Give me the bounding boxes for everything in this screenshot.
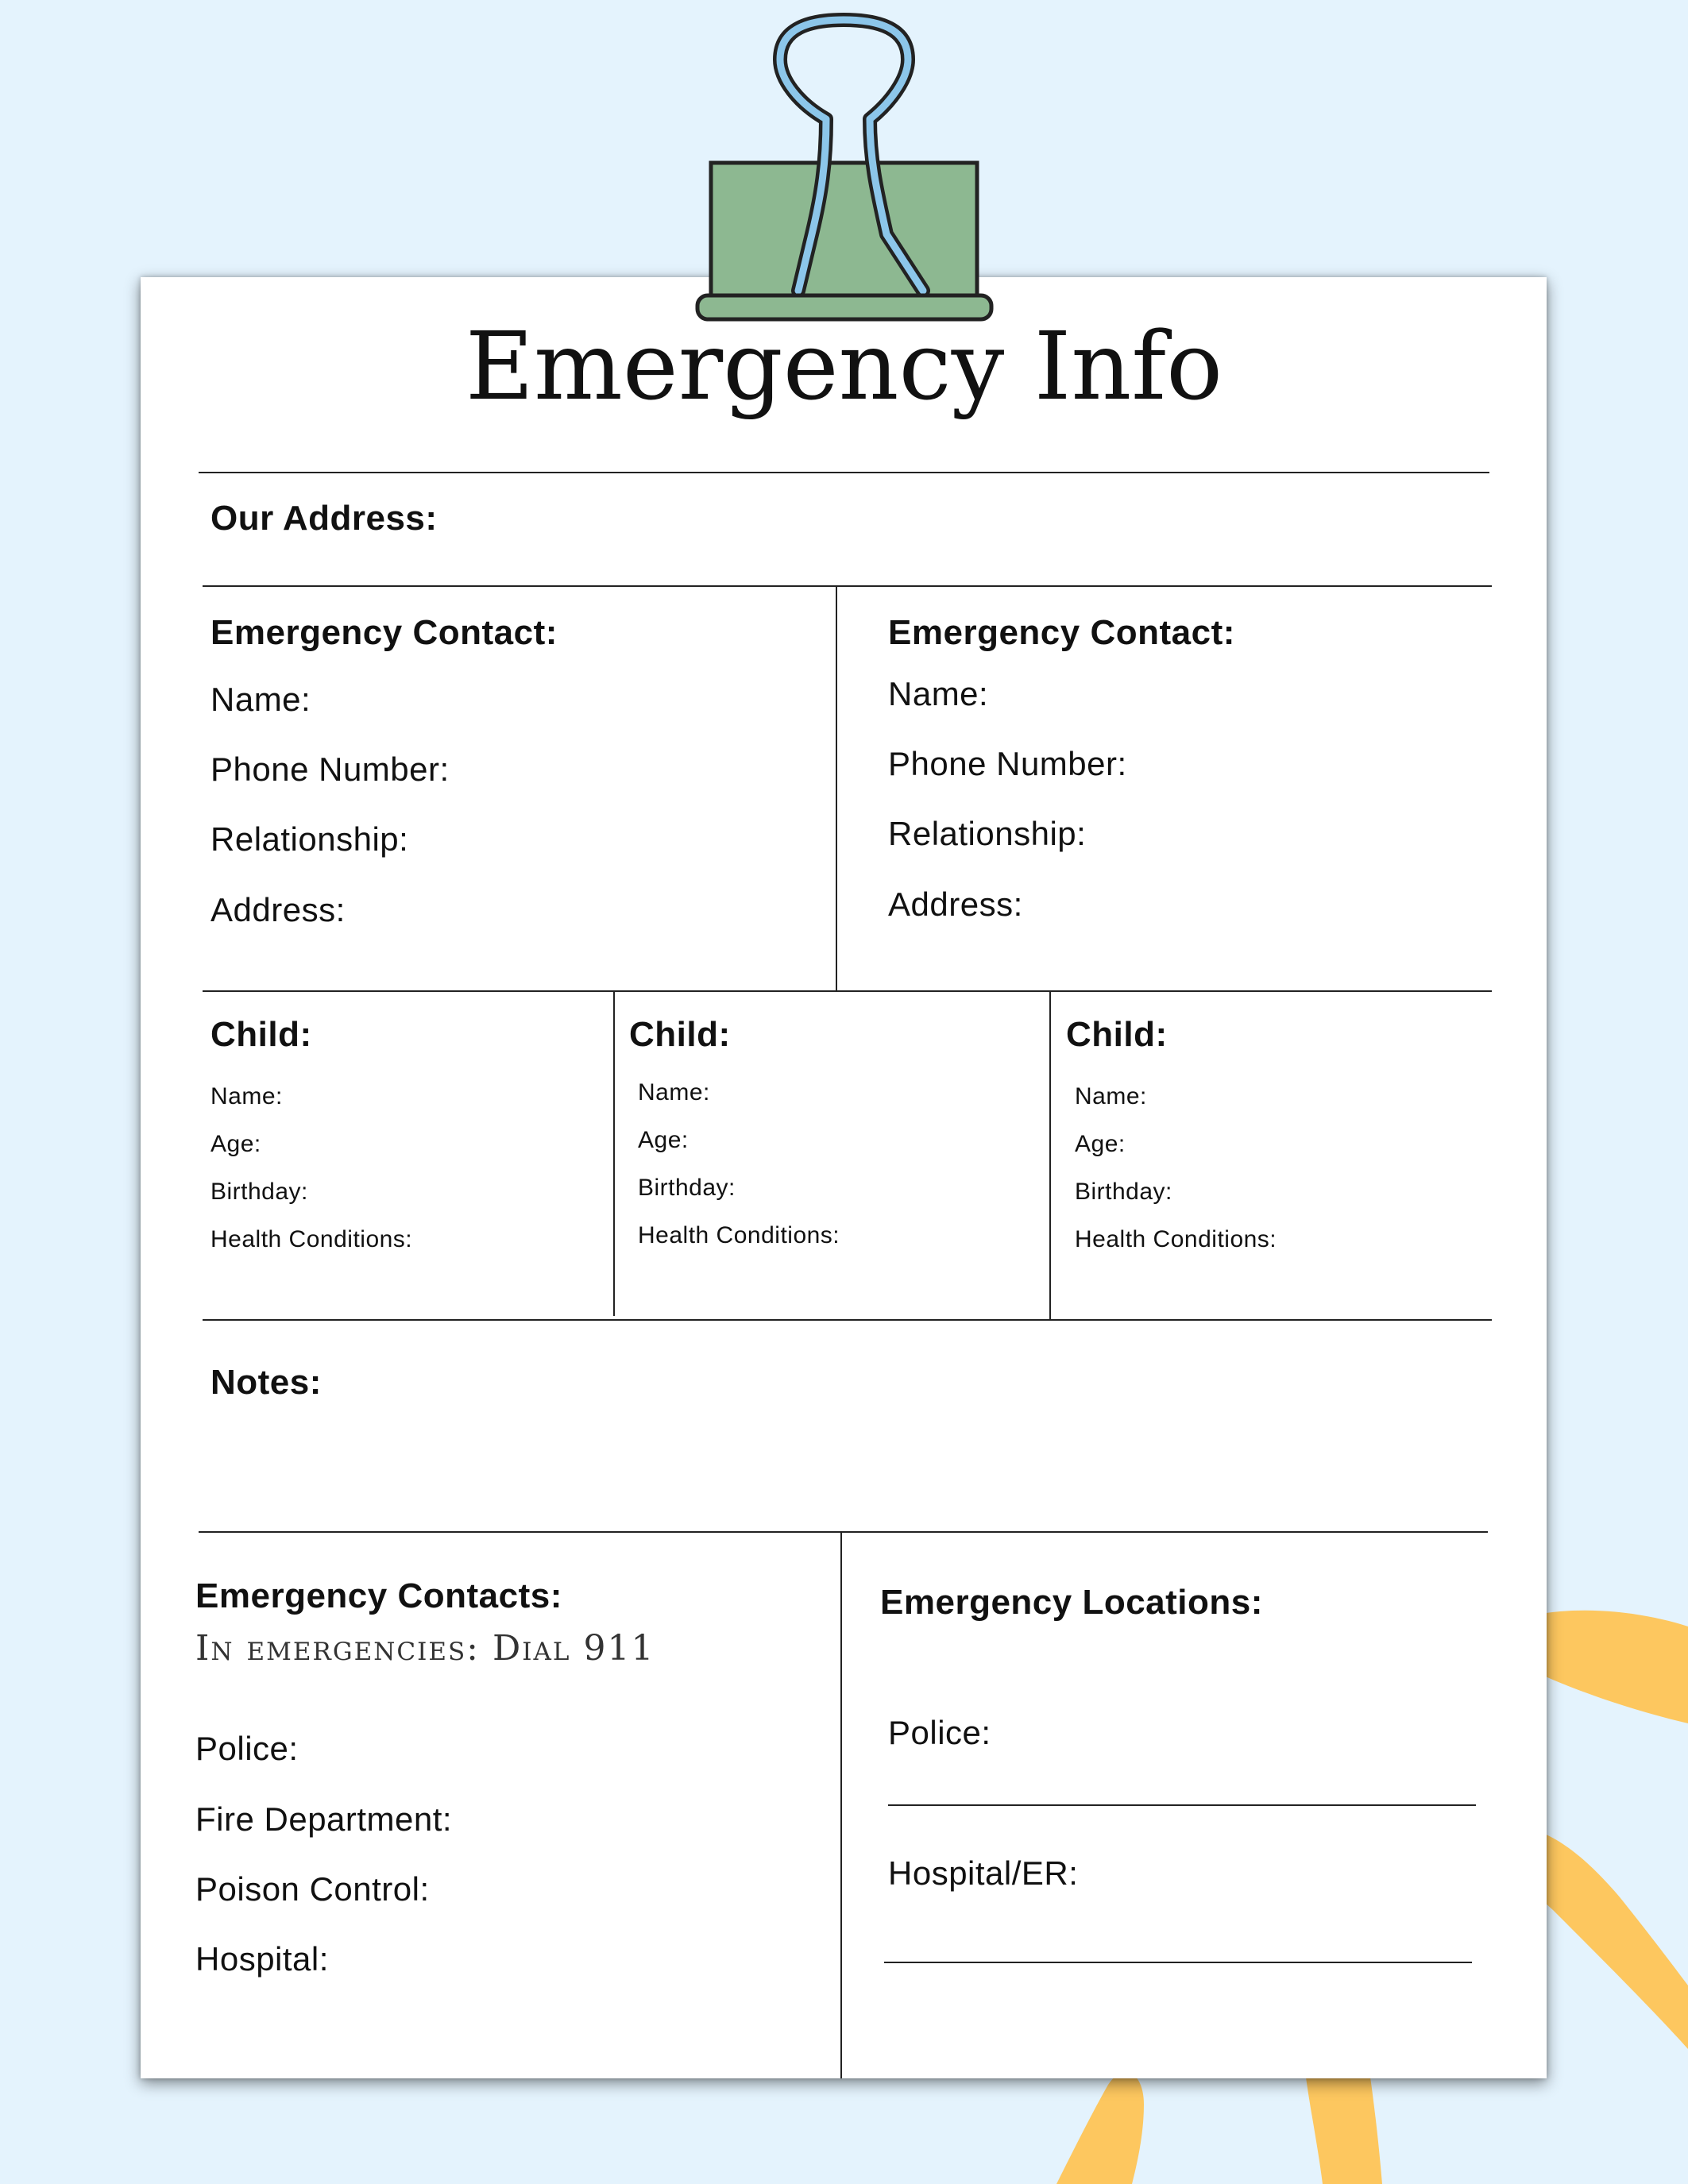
child-heading: Child: (1066, 1015, 1168, 1054)
hospital-label: Hospital: (195, 1940, 329, 1978)
divider (840, 1531, 842, 2078)
emergency-locations-heading: Emergency Locations: (880, 1583, 1263, 1622)
hospital-location-line (884, 1962, 1472, 1963)
divider (203, 585, 1492, 587)
sunburst-petal (1056, 2072, 1144, 2184)
divider (613, 990, 615, 1316)
divider (199, 472, 1489, 473)
divider (1049, 990, 1051, 1319)
divider (203, 990, 1492, 992)
contact-name-label: Name: (211, 681, 311, 718)
divider (836, 585, 837, 990)
police-label: Police: (195, 1730, 299, 1767)
emergency-contact-heading: Emergency Contact: (211, 613, 558, 652)
contact-relationship-label: Relationship: (888, 815, 1087, 852)
child-health-label: Health Conditions: (211, 1226, 413, 1252)
poison-control-label: Poison Control: (195, 1870, 430, 1908)
child-age-label: Age: (638, 1127, 689, 1153)
binder-clip-icon (683, 12, 1001, 330)
divider (203, 1319, 1492, 1321)
child-age-label: Age: (1075, 1131, 1126, 1157)
hospital-er-label: Hospital/ER: (888, 1854, 1079, 1892)
child-name-label: Name: (1075, 1083, 1147, 1109)
emergency-contact-heading: Emergency Contact: (888, 613, 1235, 652)
page-title: Emergency Info (465, 311, 1223, 421)
contact-phone-label: Phone Number: (211, 751, 450, 788)
dial-911-note: In emergencies: Dial 911 (195, 1628, 655, 1669)
child-birthday-label: Birthday: (638, 1175, 736, 1201)
police-location-line (888, 1804, 1476, 1806)
child-heading: Child: (211, 1015, 312, 1054)
contact-address-label: Address: (211, 891, 346, 928)
contact-address-label: Address: (888, 886, 1023, 923)
child-health-label: Health Conditions: (638, 1222, 840, 1248)
fire-department-label: Fire Department: (195, 1800, 453, 1838)
child-health-label: Health Conditions: (1075, 1226, 1277, 1252)
child-name-label: Name: (211, 1083, 283, 1109)
child-heading: Child: (629, 1015, 731, 1054)
child-age-label: Age: (211, 1131, 261, 1157)
notes-label: Notes: (211, 1363, 322, 1402)
police-location-label: Police: (888, 1714, 991, 1751)
our-address-label: Our Address: (211, 499, 438, 538)
divider (199, 1531, 1488, 1533)
contact-name-label: Name: (888, 675, 989, 712)
child-birthday-label: Birthday: (1075, 1179, 1172, 1205)
contact-relationship-label: Relationship: (211, 820, 409, 858)
contact-phone-label: Phone Number: (888, 745, 1127, 782)
child-birthday-label: Birthday: (211, 1179, 308, 1205)
emergency-contacts-heading: Emergency Contacts: (195, 1576, 562, 1615)
child-name-label: Name: (638, 1079, 710, 1106)
